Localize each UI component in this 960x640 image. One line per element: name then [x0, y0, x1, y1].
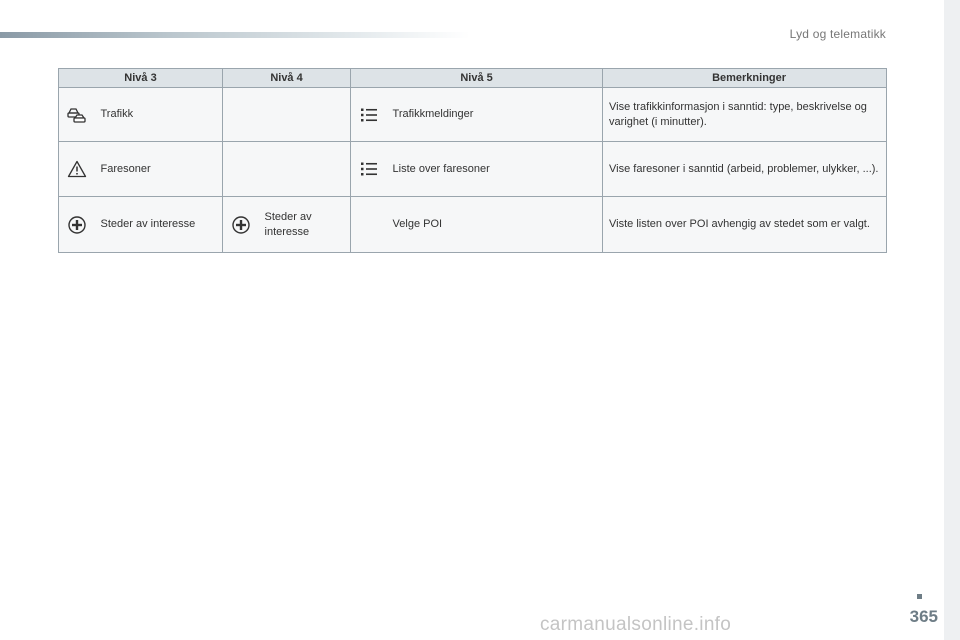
table-row	[59, 88, 887, 142]
page-marker	[917, 594, 922, 599]
level5-label: Trafikkmeldinger	[387, 88, 603, 142]
section-title: Lyd og telematikk	[789, 27, 886, 41]
level5-label: Liste over faresoner	[387, 142, 603, 197]
page-edge-strip	[944, 0, 960, 640]
table-row	[59, 142, 887, 197]
warning-icon	[67, 160, 87, 178]
table-header-row	[59, 69, 887, 88]
watermark-text: carmanualsonline.info	[540, 614, 732, 635]
remarks: Vise faresoner i sanntid (arbeid, problemer, ulykker, ...).	[603, 142, 887, 197]
level5-icon-cell	[351, 142, 387, 197]
remarks: Viste listen over POI avhengig av stedet som er valgt.	[603, 197, 887, 253]
level4-icon-cell	[223, 142, 259, 197]
header-remarks: Bemerkninger	[603, 69, 887, 88]
level3-label: Steder av interesse	[95, 197, 223, 253]
header-level-4: Nivå 4	[223, 69, 351, 88]
level3-icon-cell	[59, 88, 95, 142]
level3-label: Trafikk	[95, 88, 223, 142]
level3-icon-cell	[59, 197, 95, 253]
poi-plus-icon	[231, 215, 251, 235]
level5-icon-cell	[351, 197, 387, 253]
poi-plus-icon	[67, 215, 87, 235]
level4-label	[259, 142, 351, 197]
header-decoration-bar	[0, 32, 470, 38]
page-number: 365	[909, 607, 938, 626]
header-level-5: Nivå 5	[351, 69, 603, 88]
header-level-3: Nivå 3	[59, 69, 223, 88]
level3-icon-cell	[59, 142, 95, 197]
level4-label: Steder av interesse	[259, 197, 351, 253]
level5-label: Velge POI	[387, 197, 603, 253]
level4-icon-cell	[223, 197, 259, 253]
list-icon	[360, 107, 378, 123]
list-icon	[360, 161, 378, 177]
level4-label	[259, 88, 351, 142]
traffic-icon	[66, 106, 88, 124]
remarks: Vise trafikkinformasjon i sanntid: type, beskrivelse og varighet (i minutter).	[603, 88, 887, 142]
level4-icon-cell	[223, 88, 259, 142]
table-row	[59, 197, 887, 253]
menu-table	[58, 68, 887, 253]
level3-label: Faresoner	[95, 142, 223, 197]
level5-icon-cell	[351, 88, 387, 142]
